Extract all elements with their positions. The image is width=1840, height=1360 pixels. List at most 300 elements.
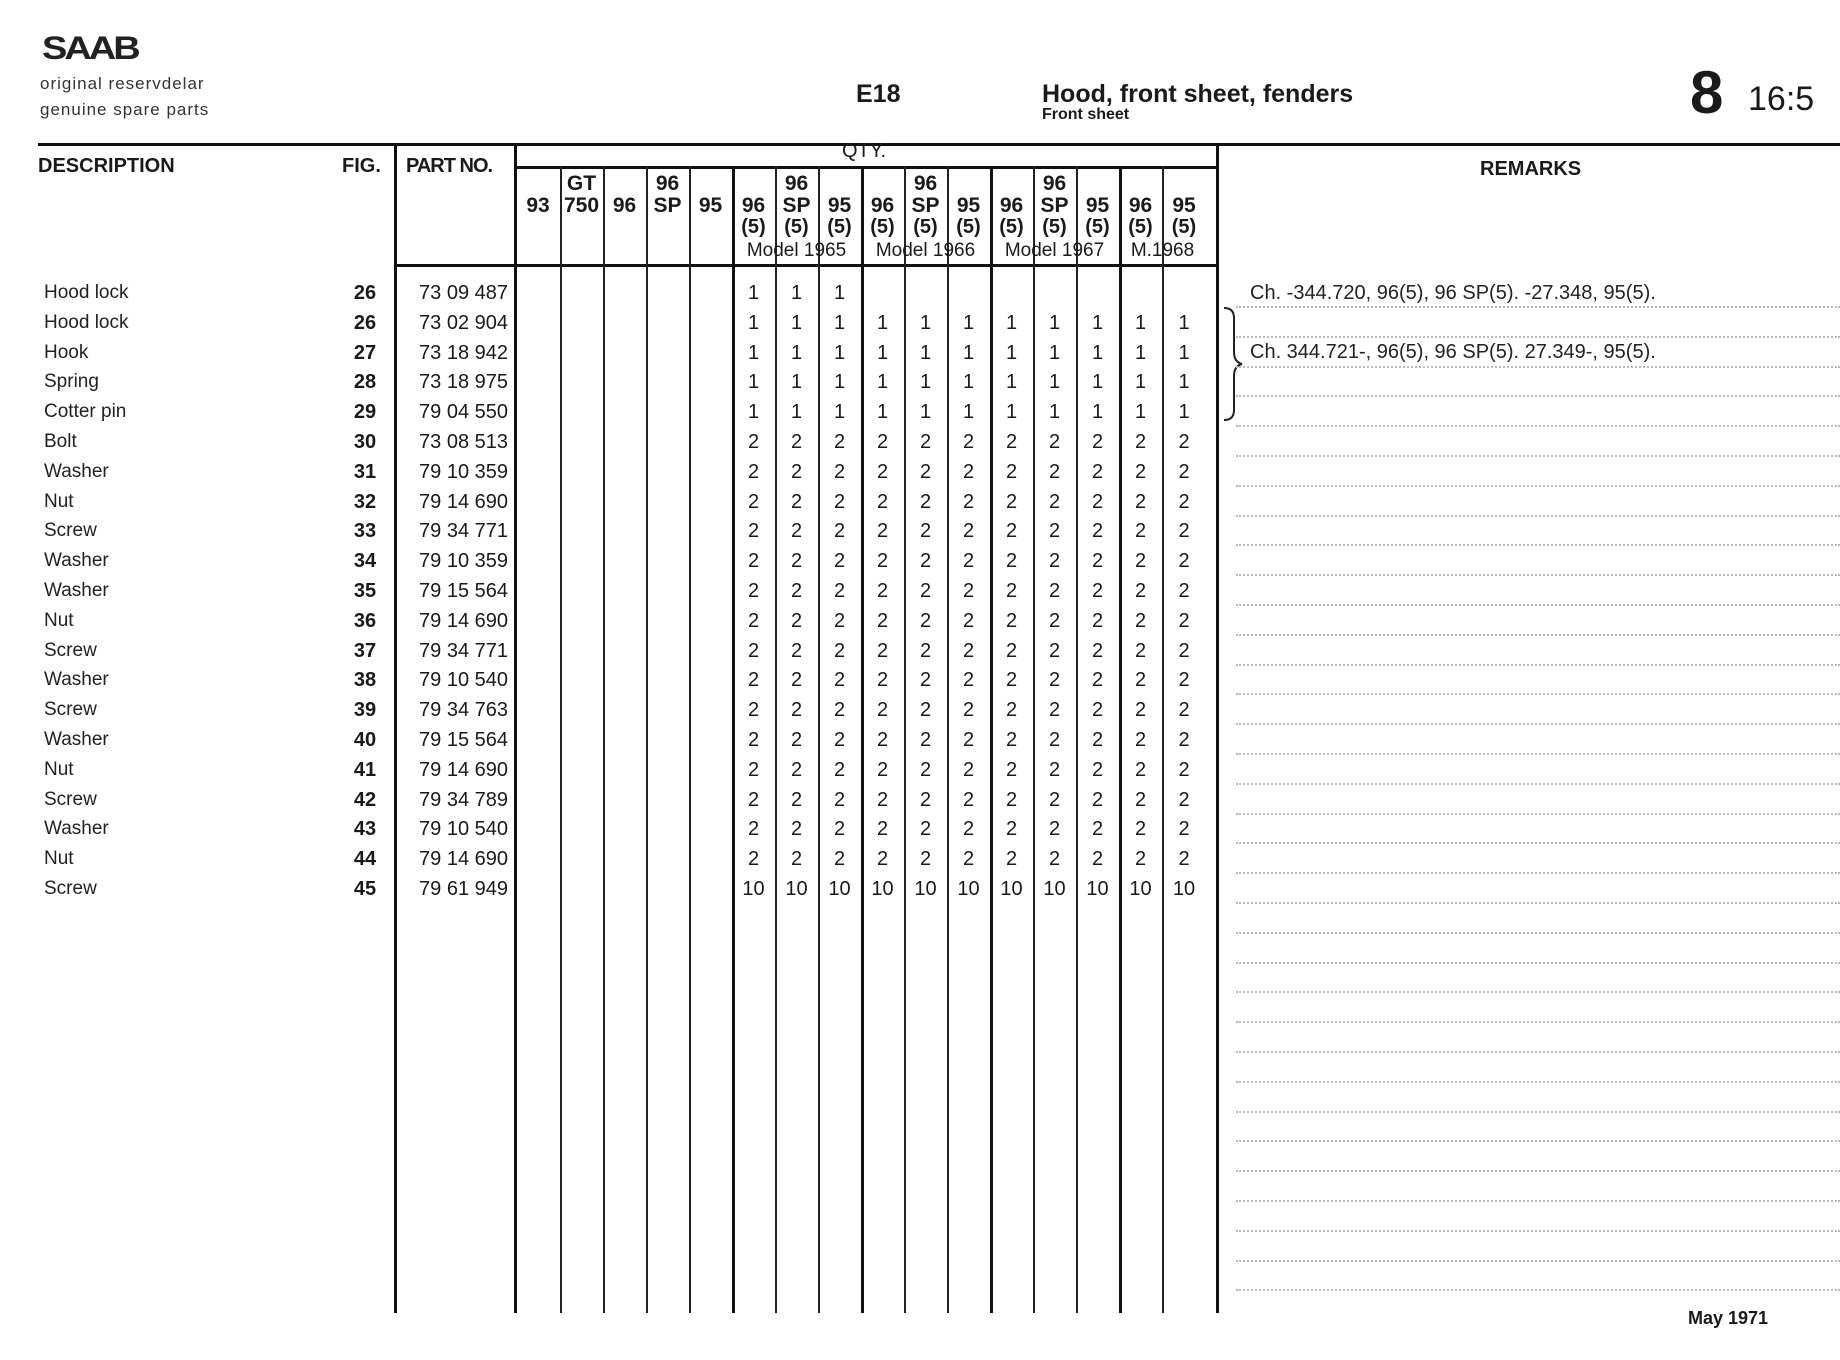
row-qty: 1 [1091, 311, 1104, 334]
svg-text:SAAB: SAAB [42, 30, 138, 64]
row-qty: 2 [962, 639, 975, 662]
qty-header-mid: 96 [741, 194, 766, 217]
row-qty: 2 [790, 788, 803, 811]
row-qty: 2 [1178, 490, 1190, 513]
row-qty: 2 [876, 550, 889, 573]
remark-line [1236, 783, 1840, 785]
row-qty: 2 [790, 580, 803, 602]
row-qty: 1 [790, 341, 803, 364]
row-qty: 2 [1134, 609, 1147, 632]
row-qty: 10 [957, 878, 980, 900]
row-fig: 34 [353, 550, 377, 573]
row-description: Nut [44, 610, 324, 632]
row-part-no: 73 18 942 [419, 341, 508, 364]
header-fig: FIG. [342, 155, 381, 177]
row-qty: 2 [833, 460, 846, 483]
qty-header-bot: (5) [1042, 216, 1067, 238]
row-fig: 28 [353, 371, 377, 394]
row-qty: 1 [1178, 311, 1190, 334]
row-qty: 2 [1134, 699, 1147, 722]
row-qty: 1 [833, 371, 846, 394]
row-qty: 2 [833, 431, 846, 453]
row-qty: 2 [876, 699, 889, 722]
row-qty: 1 [747, 401, 760, 424]
row-qty: 2 [833, 520, 846, 543]
remark-line [1236, 753, 1840, 755]
qty-header-mid: 95 [1172, 194, 1196, 217]
remark-1: Ch. -344.720, 96(5), 96 SP(5). -27.348, 95(5). [1250, 282, 1656, 304]
row-qty: 2 [1178, 550, 1190, 573]
row-qty: 1 [747, 282, 760, 304]
qty-header-mid: 750 [563, 194, 600, 217]
row-qty: 2 [1005, 699, 1018, 722]
row-fig: 31 [353, 460, 377, 483]
row-qty: 2 [833, 550, 846, 573]
row-part-no: 79 34 771 [419, 639, 508, 662]
row-qty: 2 [790, 758, 803, 781]
row-qty: 2 [747, 460, 760, 483]
row-qty: 2 [919, 818, 932, 841]
row-description: Washer [44, 818, 324, 840]
qty-header-mid: SP [782, 194, 811, 217]
row-qty: 2 [1005, 520, 1018, 543]
row-qty: 2 [876, 460, 889, 483]
row-qty: 1 [919, 311, 932, 334]
row-qty: 1 [876, 401, 889, 424]
row-qty: 2 [1005, 550, 1018, 573]
row-qty: 1 [1134, 311, 1147, 334]
row-qty: 2 [1178, 431, 1190, 453]
row-fig: 32 [353, 490, 377, 513]
remark-line [1236, 723, 1840, 725]
row-qty: 1 [1178, 371, 1190, 394]
section-code: E18 [856, 80, 901, 108]
remark-line [1236, 991, 1840, 993]
row-qty: 2 [919, 431, 932, 453]
row-qty: 2 [1091, 758, 1104, 781]
tagline-original: original reservdelar [40, 74, 205, 93]
row-qty: 2 [1134, 848, 1147, 871]
row-qty: 2 [1178, 639, 1190, 662]
qty-rule [514, 166, 1218, 169]
remark-line [1236, 425, 1840, 427]
row-fig: 41 [353, 758, 377, 781]
row-part-no: 79 34 789 [419, 788, 508, 811]
row-part-no: 79 61 949 [419, 878, 508, 900]
row-qty: 2 [1178, 460, 1190, 483]
remark-line [1236, 1081, 1840, 1083]
row-qty: 2 [919, 729, 932, 751]
row-qty: 2 [790, 431, 803, 453]
row-qty: 2 [1178, 699, 1190, 722]
remark-line [1236, 574, 1840, 576]
row-qty: 2 [876, 609, 889, 632]
row-qty: 2 [1178, 669, 1190, 692]
row-qty: 2 [1091, 431, 1104, 453]
remark-line [1236, 455, 1840, 457]
row-qty: 10 [1043, 878, 1066, 900]
remark-line [1236, 544, 1840, 546]
row-qty: 2 [790, 490, 803, 513]
row-qty: 2 [1005, 669, 1018, 692]
saab-logo [42, 30, 182, 64]
row-description: Nut [44, 848, 324, 870]
row-qty: 2 [1091, 550, 1104, 573]
row-qty: 2 [747, 818, 760, 841]
row-description: Screw [44, 640, 324, 662]
row-qty: 2 [876, 490, 889, 513]
row-description: Cotter pin [44, 401, 324, 423]
row-part-no: 73 08 513 [419, 431, 508, 453]
qty-header-bot: (5) [956, 216, 981, 238]
row-qty: 2 [1048, 580, 1061, 602]
row-qty: 1 [1134, 341, 1147, 364]
row-qty: 1 [1005, 401, 1018, 424]
remark-line [1236, 872, 1840, 874]
row-qty: 10 [1000, 878, 1023, 900]
row-qty: 2 [1178, 580, 1190, 602]
row-qty: 1 [1048, 311, 1061, 334]
row-part-no: 79 10 540 [419, 818, 508, 841]
row-qty: 2 [747, 580, 760, 602]
row-qty: 2 [747, 729, 760, 751]
qty-header-top: 96 [1042, 172, 1067, 195]
row-part-no: 79 04 550 [419, 401, 508, 424]
row-qty: 10 [871, 878, 894, 900]
row-qty: 1 [790, 371, 803, 394]
row-description: Screw [44, 878, 324, 900]
row-qty: 1 [833, 401, 846, 424]
row-qty: 2 [1048, 490, 1061, 513]
row-qty: 2 [1048, 609, 1061, 632]
row-qty: 1 [962, 341, 975, 364]
qty-header-bot: (5) [827, 216, 852, 238]
row-qty: 2 [1048, 848, 1061, 871]
row-qty: 2 [919, 848, 932, 871]
remark-line [1236, 366, 1840, 368]
qty-header-mid: 95 [956, 194, 981, 217]
row-qty: 2 [962, 580, 975, 602]
row-qty: 2 [833, 758, 846, 781]
row-qty: 2 [1048, 460, 1061, 483]
header-description: DESCRIPTION [38, 155, 175, 177]
remark-line [1236, 902, 1840, 904]
row-qty: 2 [1134, 669, 1147, 692]
group-number: 8 [1690, 59, 1724, 126]
qty-header-bot: (5) [999, 216, 1024, 238]
row-qty: 1 [962, 311, 975, 334]
remark-line [1236, 693, 1840, 695]
row-qty: 2 [876, 788, 889, 811]
row-description: Spring [44, 371, 324, 393]
row-fig: 44 [353, 848, 377, 871]
row-qty: 2 [1091, 818, 1104, 841]
remark-line [1236, 1289, 1840, 1291]
row-qty: 2 [1048, 639, 1061, 662]
row-qty: 2 [962, 520, 975, 543]
row-qty: 2 [876, 669, 889, 692]
row-description: Washer [44, 580, 324, 602]
qty-header-top: 96 [913, 172, 938, 195]
row-qty: 2 [919, 580, 932, 602]
row-qty: 1 [1134, 371, 1147, 394]
row-qty: 2 [876, 431, 889, 453]
row-fig: 29 [353, 401, 377, 424]
header-bottom-rule [394, 264, 1218, 267]
remark-line [1236, 1170, 1840, 1172]
row-qty: 2 [1134, 818, 1147, 841]
row-qty: 2 [747, 639, 760, 662]
row-qty: 2 [1048, 699, 1061, 722]
row-qty: 1 [1178, 401, 1190, 424]
row-qty: 2 [962, 758, 975, 781]
remark-line [1236, 485, 1840, 487]
row-qty: 2 [962, 788, 975, 811]
row-qty: 2 [1091, 580, 1104, 602]
row-qty: 2 [962, 609, 975, 632]
qty-header-mid: SP [911, 194, 940, 217]
row-qty: 2 [876, 848, 889, 871]
row-qty: 2 [1091, 639, 1104, 662]
row-qty: 2 [1178, 609, 1190, 632]
row-qty: 2 [747, 788, 760, 811]
row-part-no: 73 18 975 [419, 371, 508, 394]
row-part-no: 73 02 904 [419, 311, 508, 334]
row-description: Washer [44, 729, 324, 751]
qty-header-mid: 96 [612, 194, 637, 217]
qty-header-bot: (5) [1171, 216, 1197, 238]
remark-line [1236, 962, 1840, 964]
row-qty: 2 [1134, 580, 1147, 602]
remark-line [1236, 306, 1840, 308]
row-qty: 1 [962, 401, 975, 424]
row-qty: 2 [1005, 580, 1018, 602]
remark-line [1236, 842, 1840, 844]
row-qty: 2 [833, 788, 846, 811]
row-qty: 2 [1048, 669, 1061, 692]
row-qty: 2 [919, 609, 932, 632]
row-qty: 2 [1091, 669, 1104, 692]
row-qty: 2 [919, 788, 932, 811]
row-fig: 42 [353, 788, 377, 811]
qty-header-mid: 93 [526, 194, 550, 217]
row-qty: 2 [833, 490, 846, 513]
row-qty: 2 [876, 758, 889, 781]
row-fig: 43 [353, 818, 377, 841]
row-qty: 1 [1048, 371, 1061, 394]
row-qty: 2 [962, 729, 975, 751]
row-description: Washer [44, 669, 324, 691]
row-qty: 10 [1086, 878, 1109, 900]
remark-line [1236, 1230, 1840, 1232]
row-qty: 10 [1172, 878, 1196, 900]
row-qty: 2 [833, 729, 846, 751]
row-part-no: 79 10 359 [419, 460, 508, 483]
row-qty: 2 [747, 848, 760, 871]
row-qty: 2 [747, 490, 760, 513]
tagline-genuine: genuine spare parts [40, 100, 210, 119]
row-qty: 1 [919, 371, 932, 394]
row-qty: 2 [747, 520, 760, 543]
remark-2: Ch. 344.721-, 96(5), 96 SP(5). 27.349-, 95(5). [1250, 341, 1656, 363]
row-qty: 2 [1048, 758, 1061, 781]
row-qty: 2 [1091, 788, 1104, 811]
row-qty: 2 [790, 848, 803, 871]
row-qty: 2 [1048, 431, 1061, 453]
row-qty: 1 [790, 311, 803, 334]
row-part-no: 73 09 487 [419, 282, 508, 304]
row-qty: 1 [790, 282, 803, 304]
row-qty: 2 [790, 460, 803, 483]
row-description: Hood lock [44, 312, 324, 334]
qty-header-bot: (5) [870, 216, 895, 238]
row-fig: 26 [353, 311, 377, 334]
row-qty: 2 [833, 669, 846, 692]
row-qty: 2 [919, 460, 932, 483]
row-qty: 2 [1048, 818, 1061, 841]
row-qty: 2 [876, 818, 889, 841]
row-qty: 1 [747, 341, 760, 364]
row-qty: 2 [962, 848, 975, 871]
row-qty: 2 [962, 550, 975, 573]
row-qty: 2 [919, 639, 932, 662]
qty-header-bot: (5) [784, 216, 809, 238]
row-description: Nut [44, 491, 324, 513]
row-qty: 2 [1178, 818, 1190, 841]
remark-line [1236, 664, 1840, 666]
model-label: M.1968 [1130, 240, 1195, 261]
row-qty: 2 [1178, 758, 1190, 781]
row-part-no: 79 14 690 [419, 848, 508, 871]
row-qty: 2 [1178, 848, 1190, 871]
row-qty: 2 [747, 609, 760, 632]
row-description: Hood lock [44, 282, 324, 304]
row-qty: 1 [1091, 401, 1104, 424]
row-qty: 2 [1134, 460, 1147, 483]
row-qty: 2 [747, 431, 760, 453]
page-subtitle: Front sheet [1042, 106, 1130, 123]
qty-header-mid: SP [1040, 194, 1069, 217]
row-qty: 2 [1091, 460, 1104, 483]
row-qty: 2 [1048, 788, 1061, 811]
row-description: Washer [44, 550, 324, 572]
row-part-no: 79 14 690 [419, 490, 508, 513]
row-qty: 2 [833, 818, 846, 841]
row-qty: 10 [742, 878, 765, 900]
qty-header-bot: (5) [741, 216, 766, 238]
row-qty: 2 [1134, 490, 1147, 513]
row-part-no: 79 15 564 [419, 580, 508, 602]
row-fig: 26 [353, 282, 377, 304]
row-qty: 10 [1129, 878, 1152, 900]
qty-header-mid: 96 [999, 194, 1024, 217]
qty-header-mid: 95 [827, 194, 852, 217]
qty-header-mid: 96 [870, 194, 895, 217]
row-fig: 36 [353, 609, 377, 632]
row-qty: 2 [1178, 788, 1190, 811]
row-qty: 2 [1048, 520, 1061, 543]
row-qty: 1 [1048, 401, 1061, 424]
qty-header-top: 96 [784, 172, 809, 195]
row-qty: 1 [919, 401, 932, 424]
row-qty: 2 [919, 520, 932, 543]
row-description: Screw [44, 520, 324, 542]
row-qty: 2 [1048, 729, 1061, 751]
row-qty: 2 [919, 490, 932, 513]
row-qty: 2 [1091, 699, 1104, 722]
row-qty: 2 [833, 639, 846, 662]
row-qty: 2 [919, 669, 932, 692]
row-qty: 2 [1134, 758, 1147, 781]
row-qty: 2 [962, 818, 975, 841]
row-qty: 2 [1134, 639, 1147, 662]
row-qty: 2 [919, 699, 932, 722]
row-qty: 2 [1005, 729, 1018, 751]
row-fig: 37 [353, 639, 377, 662]
row-qty: 2 [1134, 550, 1147, 573]
row-qty: 2 [1048, 550, 1061, 573]
row-qty: 2 [919, 758, 932, 781]
row-qty: 1 [1048, 341, 1061, 364]
row-qty: 2 [1005, 758, 1018, 781]
row-qty: 1 [747, 311, 760, 334]
row-description: Bolt [44, 431, 324, 453]
model-label: Model 1966 [875, 240, 976, 261]
row-qty: 2 [876, 580, 889, 602]
row-qty: 2 [1005, 431, 1018, 453]
row-part-no: 79 34 763 [419, 699, 508, 722]
row-qty: 2 [833, 609, 846, 632]
row-description: Washer [44, 461, 324, 483]
row-qty: 2 [747, 550, 760, 573]
row-qty: 2 [1005, 639, 1018, 662]
row-qty: 10 [785, 878, 808, 900]
row-qty: 2 [1005, 788, 1018, 811]
row-qty: 2 [747, 669, 760, 692]
row-qty: 2 [1178, 729, 1190, 751]
remark-line [1236, 395, 1840, 397]
row-qty: 1 [876, 311, 889, 334]
row-fig: 33 [353, 520, 377, 543]
qty-header-mid: 95 [1085, 194, 1110, 217]
row-qty: 1 [876, 341, 889, 364]
row-qty: 1 [1091, 341, 1104, 364]
row-qty: 10 [828, 878, 851, 900]
row-fig: 27 [353, 341, 377, 364]
remark-line [1236, 1021, 1840, 1023]
row-qty: 1 [1005, 371, 1018, 394]
row-qty: 2 [1134, 431, 1147, 453]
row-qty: 2 [1134, 520, 1147, 543]
row-qty: 1 [876, 371, 889, 394]
remark-line [1236, 515, 1840, 517]
remark-line [1236, 1140, 1840, 1142]
remark-line [1236, 1051, 1840, 1053]
row-fig: 39 [353, 699, 377, 722]
row-qty: 1 [747, 371, 760, 394]
row-qty: 2 [1005, 818, 1018, 841]
row-qty: 2 [962, 669, 975, 692]
row-qty: 2 [962, 699, 975, 722]
row-qty: 2 [790, 550, 803, 573]
row-qty: 1 [790, 401, 803, 424]
issue-date: May 1971 [1688, 1308, 1769, 1328]
qty-header-bot: (5) [1128, 216, 1153, 238]
row-qty: 1 [1091, 371, 1104, 394]
row-qty: 1 [1178, 341, 1190, 364]
row-qty: 1 [833, 341, 846, 364]
row-qty: 2 [876, 520, 889, 543]
